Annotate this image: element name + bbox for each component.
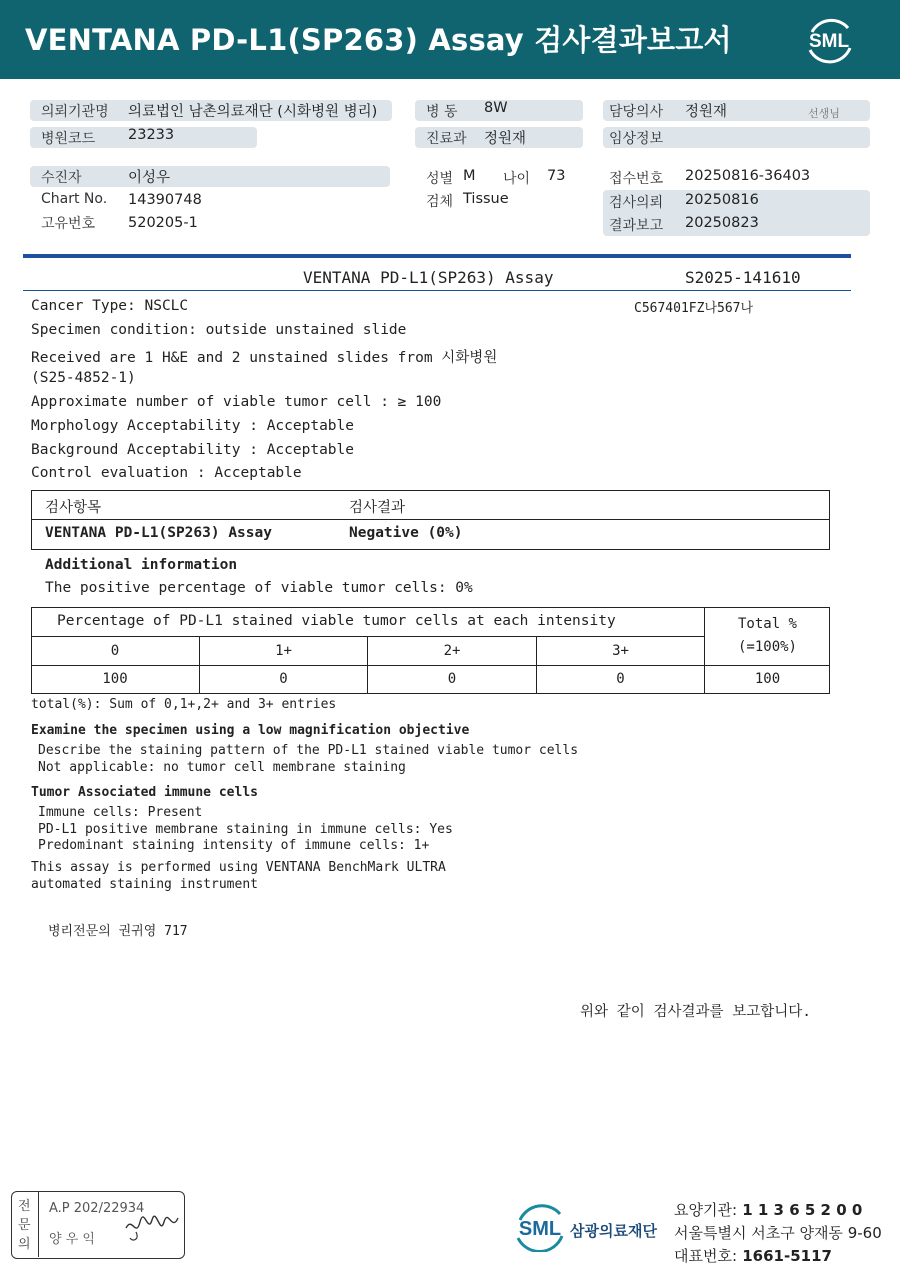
- immune-title: Tumor Associated immune cells: [31, 785, 258, 800]
- intensity-value: 0: [616, 671, 625, 687]
- detail-line: Morphology Acceptability : Acceptable: [31, 418, 355, 434]
- pathologist-stamp: [11, 1191, 185, 1259]
- stamp-ap: A.P 202/22934: [49, 1201, 145, 1216]
- sml-footer-logo-icon: [510, 1200, 570, 1252]
- assay-note-line: automated staining instrument: [31, 877, 258, 892]
- intensity-value: 0: [447, 671, 457, 687]
- sex-label: 성별: [426, 171, 454, 187]
- footer-address: 서울특별시 서초구 양재동 9-60: [674, 1224, 882, 1242]
- patient-label: 수진자: [41, 170, 82, 186]
- sex-value: M: [463, 168, 476, 184]
- institution-label: 의뢰기관명: [41, 104, 109, 120]
- immune-line: Predominant staining intensity of immune cells: 1+: [38, 838, 430, 853]
- request-value: 20250816: [685, 192, 759, 208]
- detail-line: (S25-4852-1): [31, 370, 136, 386]
- total-note: total(%): Sum of 0,1+,2+ and 3+ entries: [31, 697, 337, 712]
- result-table: [31, 490, 830, 550]
- assay-number: S2025-141610: [685, 268, 801, 287]
- ward-label: 병 동: [426, 104, 458, 120]
- age-value: 73: [547, 168, 566, 184]
- intensity-col: 0: [110, 643, 120, 659]
- footer-code-value: 1 1 3 6 5 2 0 0: [737, 1201, 863, 1219]
- footer-org: 삼광의료재단: [570, 1222, 657, 1240]
- detail-line: Specimen condition: outside unstained slide: [31, 322, 407, 338]
- footer-logo: [510, 1200, 657, 1256]
- section-divider: [23, 254, 851, 258]
- assay-note-line: This assay is performed using VENTANA BenchMark ULTRA: [31, 860, 446, 875]
- intensity-col: 2+: [443, 643, 461, 659]
- examine-title: Examine the specimen using a low magnification objective: [31, 723, 470, 738]
- pathologist: 병리전문의 권귀영 717: [48, 924, 188, 939]
- footer-phone-label: 대표번호:: [674, 1247, 738, 1265]
- intensity-value: 0: [279, 671, 288, 687]
- intensity-table-hline: [31, 636, 705, 637]
- intensity-header: Percentage of PD-L1 stained viable tumor cells at each intensity: [57, 613, 616, 629]
- closing-statement: 위와 같이 검사결과를 보고합니다.: [580, 1004, 812, 1020]
- detail-line: Control evaluation : Acceptable: [31, 465, 302, 481]
- detail-line: Cancer Type: NSCLC: [31, 298, 189, 314]
- id-value: 520205-1: [128, 215, 198, 231]
- report-title: VENTANA PD-L1(SP263) Assay 검사결과보고서: [25, 23, 732, 57]
- intensity-col: 3+: [612, 643, 629, 659]
- svg-text:SML: SML: [808, 31, 850, 52]
- footer-phone-value: 1661-5117: [737, 1247, 832, 1265]
- examine-line: Not applicable: no tumor cell membrane staining: [38, 760, 406, 775]
- additional-title: Additional information: [45, 557, 238, 573]
- chart-label: Chart No.: [41, 191, 108, 207]
- detail-line: Received are 1 H&E and 2 unstained slides from 시화병원: [31, 350, 498, 366]
- hospital-code-value: 23233: [128, 127, 175, 143]
- assay-underline: [23, 290, 851, 291]
- chart-value: 14390748: [128, 192, 202, 208]
- additional-text: The positive percentage of viable tumor cells: 0%: [45, 580, 473, 596]
- report-header: [0, 0, 900, 79]
- doctor-suffix: 선생님: [808, 107, 840, 120]
- detail-line: Background Acceptability : Acceptable: [31, 442, 355, 458]
- report-label: 결과보고: [609, 218, 664, 234]
- intensity-col: 1+: [275, 643, 292, 659]
- receipt-label: 접수번호: [609, 171, 664, 187]
- intensity-table-hline: [31, 665, 830, 666]
- specimen-value: Tissue: [463, 191, 509, 207]
- doctor-value: 정원재: [685, 104, 728, 120]
- signature-icon: [122, 1208, 182, 1244]
- assay-name: VENTANA PD-L1(SP263) Assay: [303, 268, 554, 287]
- examine-line: Describe the staining pattern of the PD-L1 stained viable tumor cells: [38, 743, 579, 758]
- footer-phone: [674, 1245, 832, 1266]
- request-label: 검사의뢰: [609, 195, 664, 211]
- footer-code-label: 요양기관:: [674, 1201, 738, 1219]
- patient-value: 이성우: [128, 170, 171, 186]
- result-value: Negative (0%): [349, 525, 463, 541]
- immune-line: PD-L1 positive membrane staining in immune cells: Yes: [38, 822, 453, 837]
- stamp-side-text: 전문의: [18, 1199, 31, 1252]
- result-item: VENTANA PD-L1(SP263) Assay: [45, 525, 272, 541]
- dept-label: 진료과: [426, 131, 467, 147]
- doctor-label: 담당의사: [609, 104, 664, 120]
- total-header: Total %: [737, 616, 797, 632]
- sml-logo-icon: [802, 14, 856, 64]
- report-value: 20250823: [685, 215, 759, 231]
- svg-text:SML: SML: [518, 1218, 562, 1240]
- institution-value: 의료법인 남촌의료재단 (시화병원 병리): [128, 104, 378, 120]
- dept-value: 정원재: [484, 131, 527, 147]
- receipt-value: 20250816-36403: [685, 168, 811, 184]
- ward-value: 8W: [484, 100, 508, 116]
- clinical-label: 임상정보: [609, 131, 664, 147]
- intensity-value: 100: [102, 671, 128, 687]
- stamp-name: 양 우 익: [49, 1232, 95, 1247]
- result-col-result: 검사결과: [349, 500, 406, 516]
- stamp-side: [12, 1192, 39, 1257]
- footer-code: [674, 1199, 862, 1220]
- age-label: 나이: [503, 171, 531, 187]
- patient-field-bg: [30, 166, 390, 187]
- specimen-label: 검체: [426, 194, 454, 210]
- result-col-item: 검사항목: [45, 500, 102, 516]
- id-label: 고유번호: [41, 216, 96, 232]
- total-header-sub: (=100%): [737, 639, 797, 655]
- hospital-code-label: 병원코드: [41, 131, 96, 147]
- detail-line: Approximate number of viable tumor cell : ≥ 100: [31, 394, 442, 410]
- result-table-divider: [31, 519, 830, 520]
- immune-line: Immune cells: Present: [38, 805, 203, 820]
- total-value: 100: [754, 671, 781, 687]
- assay-code: C567401FZ나567나: [634, 301, 754, 316]
